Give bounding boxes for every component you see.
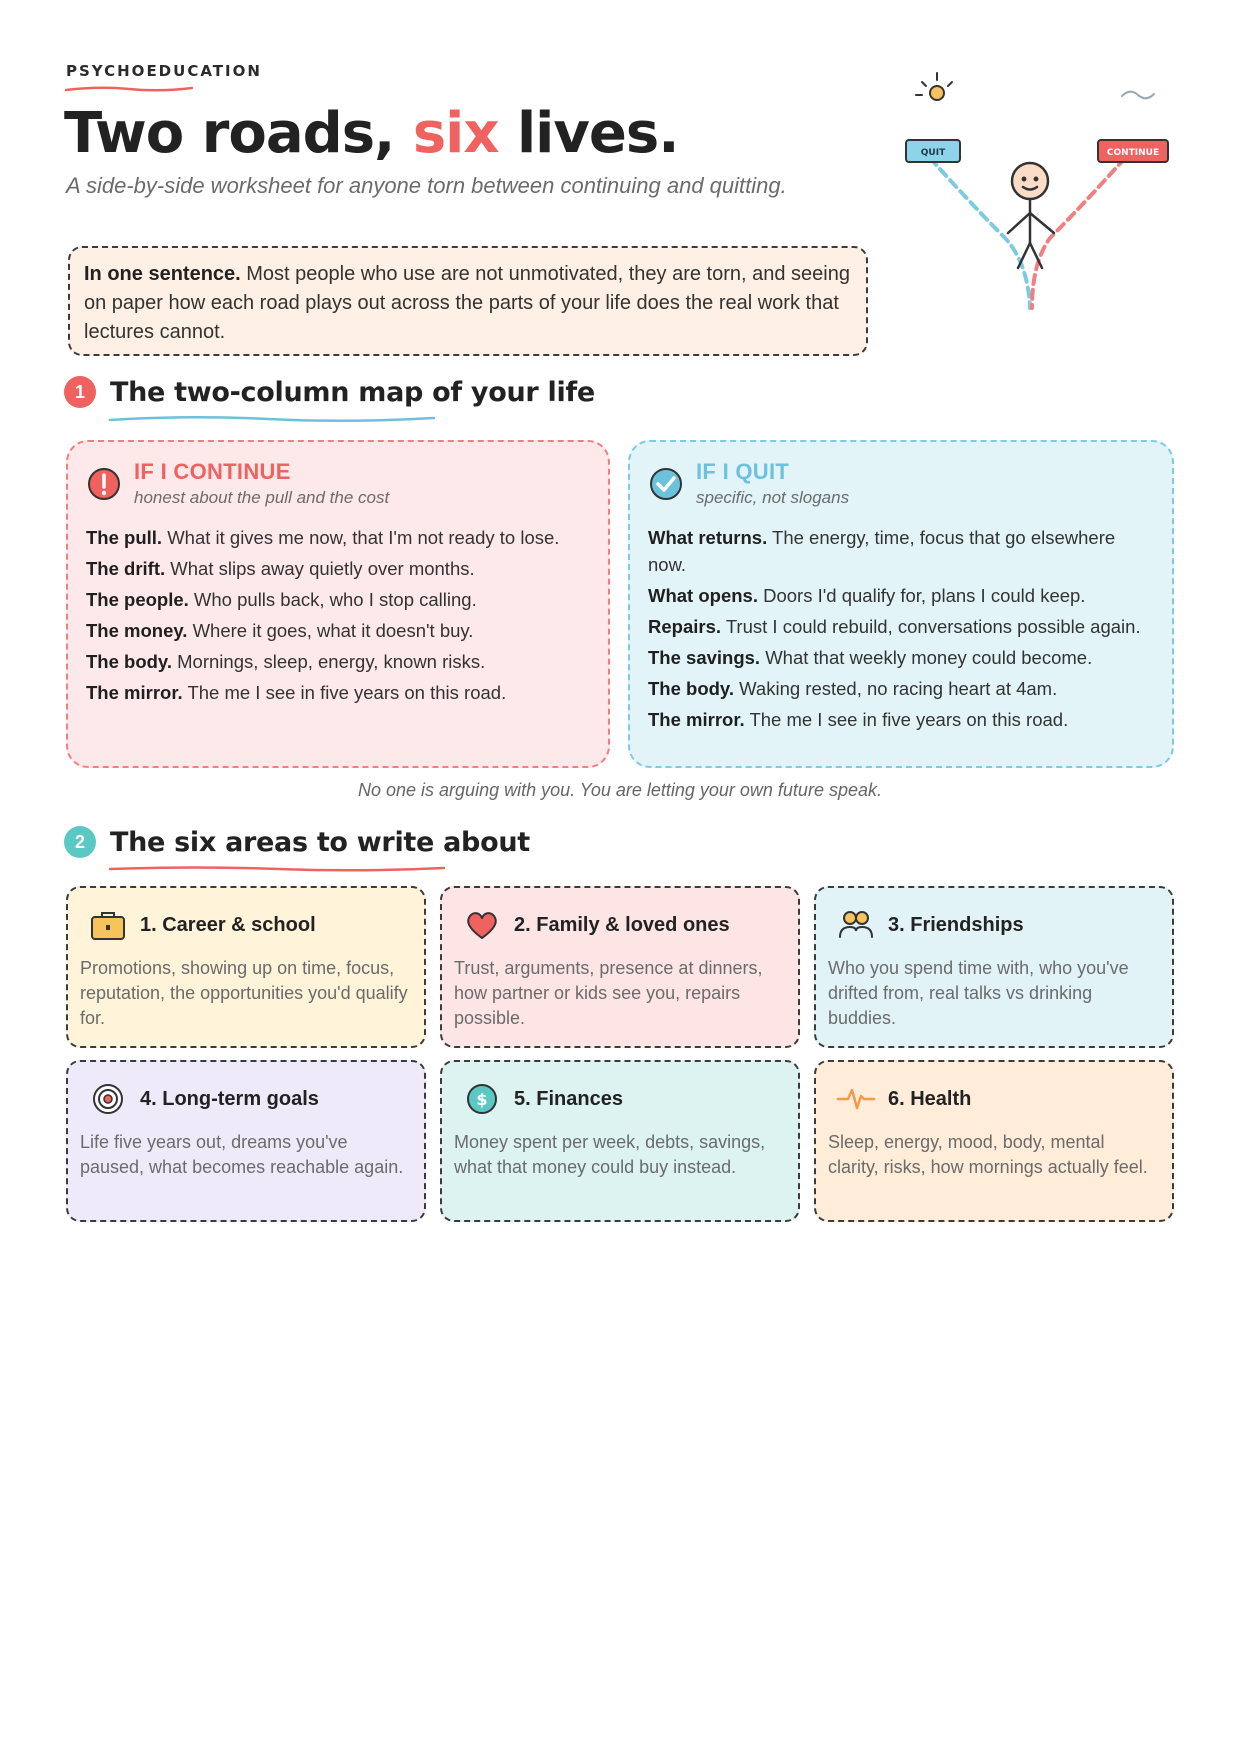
list-item: The savings. What that weekly money could become. bbox=[648, 647, 1093, 668]
title-accent: six bbox=[412, 101, 499, 166]
summary-lead: In one sentence. bbox=[84, 263, 241, 285]
eyebrow-label: PSYCHOEDUCATION bbox=[66, 62, 262, 80]
heart-icon bbox=[462, 905, 502, 945]
eyebrow-underline bbox=[64, 84, 194, 94]
list-item: What returns. The energy, time, focus that go elsewhere now. bbox=[648, 527, 1116, 575]
area-card-finances bbox=[440, 1060, 800, 1222]
svg-text:$: $ bbox=[476, 1090, 488, 1109]
section-2-heading bbox=[64, 826, 530, 858]
list-item: What opens. Doors I'd qualify for, plans I could keep. bbox=[648, 585, 1086, 606]
card-body: Money spent per week, debts, savings, what that money could buy instead. bbox=[454, 1132, 766, 1177]
card-body: Who you spend time with, who you've drifted from, real talks vs drinking buddies. bbox=[828, 958, 1129, 1028]
list-item: The mirror. The me I see in five years on this road. bbox=[648, 709, 1069, 730]
card-body: Life five years out, dreams you've paused, what becomes reachable again. bbox=[80, 1132, 404, 1177]
list-item: The body. Waking rested, no racing heart at 4am. bbox=[648, 678, 1058, 699]
page-title: Two roads, six lives. bbox=[64, 101, 679, 166]
continue-subtitle: honest about the pull and the cost bbox=[134, 488, 390, 507]
card-body: Promotions, showing up on time, focus, reputation, the opportunities you'd qualify for. bbox=[80, 958, 408, 1028]
alert-icon bbox=[86, 466, 122, 502]
continue-title: IF I CONTINUE bbox=[134, 459, 291, 484]
continue-list bbox=[86, 524, 590, 706]
card-title: 6. Health bbox=[888, 1087, 972, 1110]
area-card-friendships bbox=[814, 886, 1174, 1048]
section-1-number: 1 bbox=[64, 376, 96, 408]
section-1-caption: No one is arguing with you. You are letting your own future speak. bbox=[358, 780, 882, 800]
area-card-family bbox=[440, 886, 800, 1048]
quit-sign bbox=[906, 140, 960, 162]
card-body: Trust, arguments, presence at dinners, how partner or kids see you, repairs possible. bbox=[454, 958, 763, 1028]
section-1-title: The two-column map of your life bbox=[110, 376, 595, 408]
svg-text:QUIT: QUIT bbox=[920, 148, 946, 158]
briefcase-icon bbox=[88, 905, 128, 945]
svg-text:CONTINUE: CONTINUE bbox=[1106, 148, 1160, 158]
list-item: The mirror. The me I see in five years on this road. bbox=[86, 682, 507, 703]
list-item: The drift. What slips away quietly over months. bbox=[86, 558, 475, 579]
dollar-icon bbox=[462, 1079, 502, 1119]
target-icon bbox=[88, 1079, 128, 1119]
list-item: The people. Who pulls back, who I stop calling. bbox=[86, 589, 477, 610]
section-2-number: 2 bbox=[64, 826, 96, 858]
area-card-goals bbox=[66, 1060, 426, 1222]
people-icon bbox=[836, 905, 876, 945]
quit-column bbox=[628, 440, 1174, 768]
list-item: Repairs. Trust I could rebuild, conversations possible again. bbox=[648, 616, 1141, 637]
section-2-title: The six areas to write about bbox=[110, 826, 530, 858]
pulse-icon bbox=[836, 1079, 876, 1119]
card-title: 4. Long-term goals bbox=[140, 1087, 319, 1110]
section-1-heading bbox=[64, 376, 595, 408]
area-card-career bbox=[66, 886, 426, 1048]
check-icon bbox=[648, 466, 684, 502]
list-item: The body. Mornings, sleep, energy, known risks. bbox=[86, 651, 486, 672]
card-title: 1. Career & school bbox=[140, 913, 316, 936]
summary-box bbox=[68, 246, 868, 356]
section-1-underline bbox=[108, 414, 438, 424]
quit-list bbox=[648, 524, 1154, 733]
list-item: The pull. What it gives me now, that I'm not ready to lose. bbox=[86, 527, 560, 548]
quit-title: IF I QUIT bbox=[696, 459, 790, 484]
card-body: Sleep, energy, mood, body, mental clarity, risks, how mornings actually feel. bbox=[828, 1132, 1148, 1177]
area-card-health bbox=[814, 1060, 1174, 1222]
summary-text: Most people who use are not unmotivated, they are torn, and seeing on paper how each road plays out across the parts of your life does the real work that lectures cannot. bbox=[84, 263, 850, 343]
card-title: 5. Finances bbox=[514, 1087, 623, 1110]
bird-icon bbox=[1122, 92, 1154, 99]
card-title: 2. Family & loved ones bbox=[514, 913, 730, 936]
continue-sign bbox=[1098, 140, 1168, 162]
crossroads-illustration bbox=[900, 68, 1180, 318]
page-subtitle: A side-by-side worksheet for anyone torn between continuing and quitting. bbox=[66, 173, 787, 198]
sun-icon bbox=[916, 73, 952, 100]
quit-subtitle: specific, not slogans bbox=[696, 488, 850, 507]
section-2-underline bbox=[108, 864, 448, 874]
list-item: The money. Where it goes, what it doesn't buy. bbox=[86, 620, 474, 641]
continue-column bbox=[66, 440, 610, 768]
card-title: 3. Friendships bbox=[888, 913, 1024, 936]
